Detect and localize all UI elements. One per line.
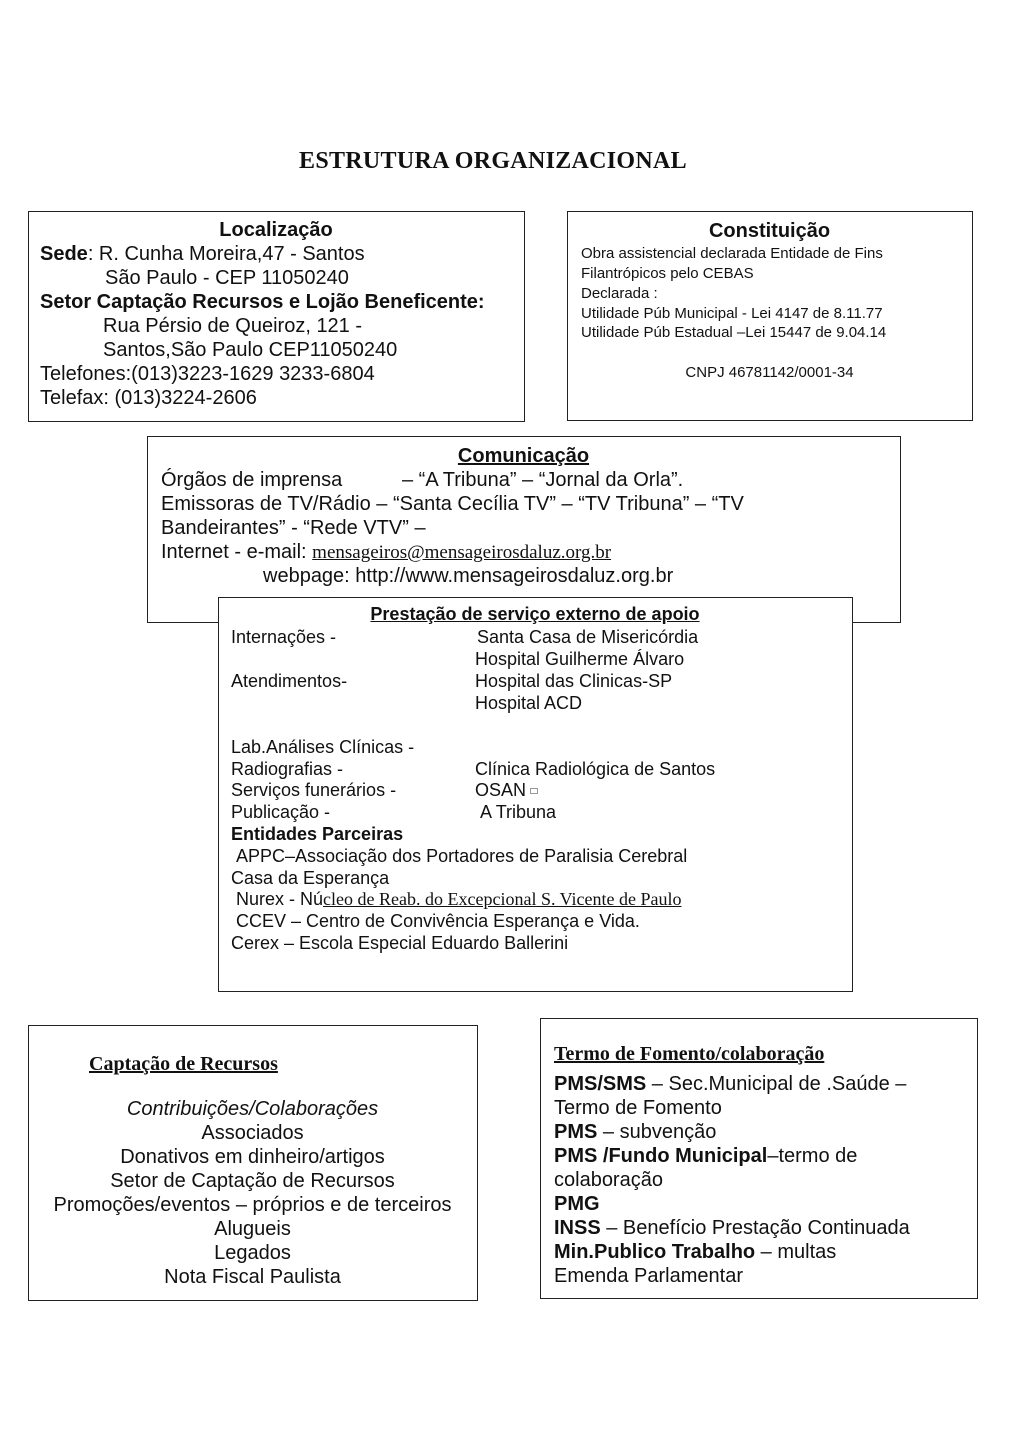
atendimentos-1: Hospital das Clinicas-SP — [475, 671, 673, 691]
captacao-item: Setor de Captação de Recursos — [110, 1170, 395, 1192]
funerarios-label: Serviços funerários - — [231, 780, 397, 800]
termo-line6: PMG — [554, 1193, 600, 1215]
captacao-item: Promoções/eventos – próprios e de terceiros — [53, 1194, 452, 1216]
parceiras-2: Casa da Esperança — [231, 868, 390, 888]
square-mark-icon — [530, 788, 538, 794]
termo-line9: Emenda Parlamentar — [554, 1265, 743, 1287]
comunicacao-box — [147, 436, 901, 623]
constituicao-line5: Utilidade Púb Estadual –Lei 15447 de 9.04.14 — [581, 324, 887, 341]
termo-line7-rest: – Benefício Prestação Continuada — [600, 1217, 910, 1239]
internacoes-2: Hospital Guilherme Álvaro — [475, 649, 685, 669]
parceiras-3b: cleo de Reab. do Excepcional S. Vicente de Paulo — [323, 889, 682, 909]
publicacao-label: Publicação - — [231, 802, 331, 822]
sede-line2: São Paulo - CEP 11050240 — [105, 267, 349, 289]
constituicao-line3: Declarada : — [581, 285, 658, 302]
constituicao-line2: Filantrópicos pelo CEBAS — [581, 265, 754, 282]
termo-line5: colaboração — [554, 1169, 663, 1191]
termo-line2: Termo de Fomento — [554, 1097, 722, 1119]
email-link[interactable]: mensageiros@mensageirosdaluz.org.br — [312, 542, 612, 563]
parceiras-3a: Nurex - Nú — [236, 889, 324, 909]
publicacao-value: A Tribuna — [480, 802, 557, 822]
termo-line8-bold: Min.Publico Trabalho — [554, 1241, 756, 1263]
termo-line1 — [554, 1073, 906, 1096]
captacao-item: Contribuições/Colaborações — [126, 1098, 379, 1120]
internacoes-label: Internações - — [231, 627, 337, 647]
localizacao-box — [28, 211, 525, 422]
setor-line1: Rua Pérsio de Queiroz, 121 - — [103, 315, 363, 337]
internet-label: Internet - e-mail: — [161, 541, 313, 563]
cnpj: CNPJ 46781142/0001-34 — [685, 364, 854, 381]
termo-line8-rest: – multas — [755, 1241, 837, 1263]
parceiras-4: CCEV – Centro de Convivência Esperança e Vida. — [236, 911, 640, 931]
atendimentos-2: Hospital ACD — [475, 693, 583, 713]
sede-line — [40, 243, 365, 266]
prestacao-heading: Prestação de serviço externo de apoio — [370, 604, 700, 624]
constituicao-heading: Constituição — [708, 220, 831, 242]
radiografias-label: Radiografias - — [231, 759, 344, 779]
captacao-item: Donativos em dinheiro/artigos — [120, 1146, 385, 1168]
tv-line2: Bandeirantes” - “Rede VTV” – — [161, 517, 426, 539]
captacao-item: Legados — [214, 1242, 291, 1264]
parceiras-5: Cerex – Escola Especial Eduardo Ballerini — [231, 933, 569, 953]
captacao-box — [28, 1025, 478, 1301]
funerarios-value: OSAN — [475, 780, 527, 800]
termo-line7 — [554, 1217, 910, 1240]
tv-line1: Emissoras de TV/Rádio – “Santa Cecília TV” – “TV Tribuna” – “TV — [161, 493, 744, 515]
prestacao-box — [218, 597, 853, 992]
funerarios-line — [475, 780, 538, 801]
termo-line1-rest: – Sec.Municipal de .Saúde – — [646, 1073, 907, 1095]
parceiras-heading: Entidades Parceiras — [231, 824, 404, 844]
captacao-heading: Captação de Recursos — [89, 1053, 278, 1075]
termo-line4-bold: PMS /Fundo Municipal — [554, 1145, 768, 1167]
webpage[interactable]: webpage: http://www.mensageirosdaluz.org.br — [263, 565, 674, 587]
constituicao-line4: Utilidade Púb Municipal - Lei 4147 de 8.11.77 — [581, 305, 883, 322]
comunicacao-heading: Comunicação — [457, 445, 590, 467]
radiografias-value: Clínica Radiológica de Santos — [475, 759, 716, 779]
termo-line3 — [554, 1121, 716, 1144]
termo-line8 — [554, 1241, 836, 1264]
telefax: Telefax: (013)3224-2606 — [40, 387, 257, 409]
constituicao-box — [567, 211, 973, 421]
captacao-item: Nota Fiscal Paulista — [164, 1266, 341, 1288]
termo-line4-rest: –termo de — [767, 1145, 858, 1167]
termo-line1-bold: PMS/SMS — [554, 1073, 647, 1095]
lab-label: Lab.Análises Clínicas - — [231, 737, 415, 757]
sede-label: Sede — [40, 243, 88, 265]
parceiras-3 — [236, 889, 682, 910]
termo-heading: Termo de Fomento/colaboração — [554, 1043, 825, 1065]
imprensa-value: – “A Tribuna” – “Jornal da Orla”. — [402, 469, 684, 491]
internacoes-1: Santa Casa de Misericórdia — [477, 627, 699, 647]
internet-line — [161, 541, 611, 564]
setor-label: Setor Captação Recursos e Lojão Beneficente: — [40, 291, 485, 313]
constituicao-line1: Obra assistencial declarada Entidade de Fins — [581, 245, 883, 262]
termo-line3-bold: PMS — [554, 1121, 598, 1143]
captacao-item: Alugueis — [214, 1218, 291, 1240]
parceiras-1: APPC–Associação dos Portadores de Paralisia Cerebral — [236, 846, 688, 866]
localizacao-heading: Localização — [219, 219, 333, 241]
atendimentos-label: Atendimentos- — [231, 671, 348, 691]
termo-line4 — [554, 1145, 857, 1168]
termo-line3-rest: – subvenção — [597, 1121, 717, 1143]
sede-value: : R. Cunha Moreira,47 - Santos — [87, 243, 365, 265]
page-title: ESTRUTURA ORGANIZACIONAL — [299, 148, 687, 174]
termo-line7-bold: INSS — [554, 1217, 601, 1239]
setor-line2: Santos,São Paulo CEP11050240 — [103, 339, 398, 361]
telefones: Telefones:(013)3223-1629 3233-6804 — [40, 363, 375, 385]
captacao-item: Associados — [201, 1122, 304, 1144]
termo-box — [540, 1018, 978, 1299]
imprensa-label: Órgãos de imprensa — [161, 469, 343, 491]
